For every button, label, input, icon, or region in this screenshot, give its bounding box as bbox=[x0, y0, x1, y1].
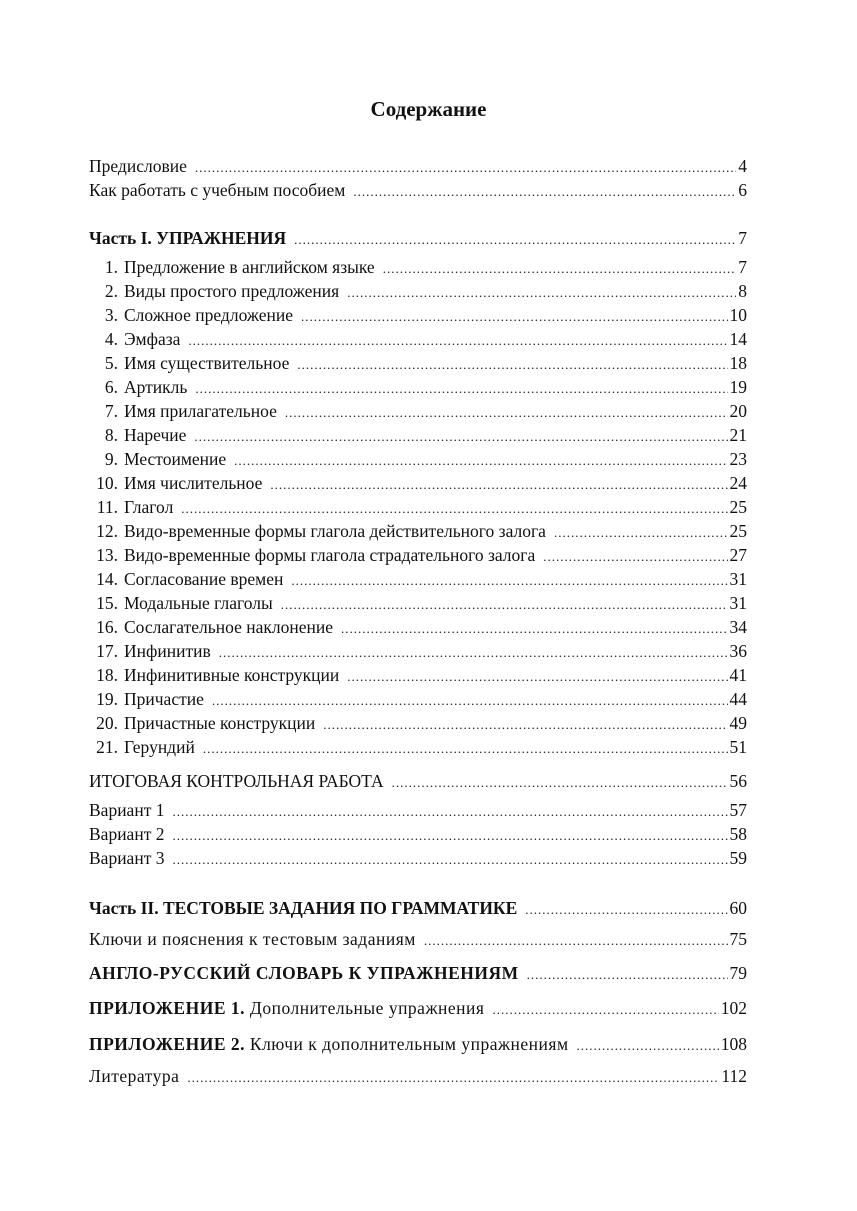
toc-entry[interactable] bbox=[89, 448, 747, 472]
page-number: 79 bbox=[729, 963, 747, 983]
entry-title bbox=[89, 770, 384, 792]
toc-entry[interactable] bbox=[89, 928, 747, 952]
dot-leader bbox=[347, 282, 736, 304]
entry-label: ИТОГОВАЯ КОНТРОЛЬНАЯ РАБОТА bbox=[89, 771, 384, 791]
entry-number: 12. bbox=[96, 521, 118, 541]
entry-title bbox=[124, 352, 289, 374]
page-number: 4 bbox=[738, 156, 747, 176]
dot-leader bbox=[383, 258, 737, 280]
entry-label: Виды простого предложения bbox=[124, 281, 340, 301]
entry-number: 13. bbox=[96, 545, 118, 565]
entry-title bbox=[124, 448, 226, 470]
entry-label: Как работать с учебным пособием bbox=[89, 180, 346, 200]
entry-title bbox=[124, 688, 204, 710]
entry-title bbox=[124, 424, 186, 446]
entry-label: Видо-временные формы глагола страдательного залога bbox=[124, 545, 536, 565]
toc-entry[interactable] bbox=[89, 352, 747, 376]
page-number: 24 bbox=[729, 473, 747, 493]
toc-entry[interactable] bbox=[89, 496, 747, 520]
entry-number: 9. bbox=[104, 449, 118, 469]
page-number: 56 bbox=[729, 771, 747, 791]
page-number: 108 bbox=[720, 1034, 747, 1054]
page-number: 57 bbox=[729, 800, 747, 820]
dot-leader bbox=[187, 1067, 719, 1089]
entry-label: Глагол bbox=[124, 497, 174, 517]
dot-leader bbox=[525, 899, 727, 921]
entry-number: 3. bbox=[104, 305, 118, 325]
entry-title bbox=[124, 280, 339, 302]
entry-title bbox=[89, 847, 164, 869]
entry-number: 10. bbox=[96, 473, 118, 493]
toc-entry[interactable] bbox=[89, 823, 747, 847]
dot-leader bbox=[577, 1035, 719, 1057]
toc-entry[interactable] bbox=[89, 770, 747, 794]
page-number: 25 bbox=[729, 521, 747, 541]
page-number: 34 bbox=[729, 617, 747, 637]
dot-leader bbox=[424, 930, 728, 952]
toc-entry[interactable] bbox=[89, 847, 747, 871]
dot-leader bbox=[492, 999, 718, 1021]
entry-number: 7. bbox=[104, 401, 118, 421]
dot-leader bbox=[347, 666, 727, 688]
toc-entry[interactable] bbox=[89, 712, 747, 736]
page-number: 7 bbox=[738, 257, 747, 277]
entry-title bbox=[124, 664, 339, 686]
dot-leader bbox=[285, 402, 728, 424]
entry-label: Имя числительное bbox=[124, 473, 263, 493]
entry-number: 4. bbox=[104, 329, 118, 349]
entry-title bbox=[89, 1065, 179, 1087]
entry-number: 19. bbox=[96, 689, 118, 709]
toc-entry[interactable] bbox=[89, 962, 747, 986]
page-number: 14 bbox=[729, 329, 747, 349]
entry-label: Вариант 2 bbox=[89, 824, 165, 844]
entry-label: Ключи к дополнительным упражнениям bbox=[249, 1034, 569, 1054]
dot-leader bbox=[172, 801, 727, 823]
page-number: 102 bbox=[720, 998, 747, 1018]
toc-entry[interactable] bbox=[89, 280, 747, 304]
entry-title bbox=[89, 823, 164, 845]
toc-entry[interactable] bbox=[89, 736, 747, 760]
entry-number: 2. bbox=[104, 281, 118, 301]
entry-title bbox=[124, 616, 333, 638]
entry-label: Сложное предложение bbox=[124, 305, 294, 325]
dot-leader bbox=[172, 825, 727, 847]
entry-number: 17. bbox=[96, 641, 118, 661]
entry-number: 18. bbox=[96, 665, 118, 685]
page-number: 10 bbox=[729, 305, 747, 325]
toc-entry[interactable] bbox=[89, 376, 747, 400]
page-number: 36 bbox=[729, 641, 747, 661]
toc-entry[interactable] bbox=[89, 616, 747, 640]
toc-entry[interactable] bbox=[89, 897, 747, 921]
entry-title bbox=[124, 592, 273, 614]
toc-entry[interactable] bbox=[89, 799, 747, 823]
page-number: 18 bbox=[729, 353, 747, 373]
entry-label: Сослагательное наклонение bbox=[124, 617, 333, 637]
entry-title bbox=[124, 376, 187, 398]
dot-leader bbox=[323, 714, 727, 736]
entry-title bbox=[124, 472, 262, 494]
entry-title bbox=[89, 897, 517, 919]
entry-title bbox=[89, 799, 164, 821]
entry-title bbox=[124, 736, 195, 758]
entry-title bbox=[89, 962, 519, 984]
entry-title bbox=[89, 227, 286, 249]
entry-bold-title: ПРИЛОЖЕНИЕ 2. bbox=[89, 1034, 246, 1054]
entry-number: 6. bbox=[104, 377, 118, 397]
toc-entry[interactable] bbox=[89, 472, 747, 496]
toc-entry[interactable] bbox=[89, 1033, 747, 1057]
entry-label: Ключи и пояснения к тестовым заданиям bbox=[89, 929, 416, 949]
entry-title bbox=[124, 400, 277, 422]
page-number: 21 bbox=[729, 425, 747, 445]
page-number: 58 bbox=[729, 824, 747, 844]
entry-bold-title: Часть II. ТЕСТОВЫЕ ЗАДАНИЯ ПО ГРАММАТИКЕ bbox=[89, 898, 518, 918]
dot-leader bbox=[181, 498, 727, 520]
entry-title bbox=[124, 640, 211, 662]
entry-label: Видо-временные формы глагола действительного залога bbox=[124, 521, 546, 541]
page-number: 27 bbox=[729, 545, 747, 565]
entry-label: Причастие bbox=[124, 689, 204, 709]
entry-bold-title: АНГЛО-РУССКИЙ СЛОВАРЬ К УПРАЖНЕНИЯМ bbox=[89, 963, 519, 983]
entry-number: 21. bbox=[96, 737, 118, 757]
entry-label: Дополнительные упражнения bbox=[249, 998, 485, 1018]
entry-title bbox=[89, 997, 484, 1019]
entry-label: Эмфаза bbox=[124, 329, 181, 349]
entry-label: Инфинитивные конструкции bbox=[124, 665, 340, 685]
toc-entry[interactable] bbox=[89, 520, 747, 544]
toc-entry[interactable] bbox=[89, 227, 747, 251]
entry-title bbox=[124, 520, 546, 542]
dot-leader bbox=[527, 964, 728, 986]
dot-leader bbox=[194, 426, 727, 448]
entry-bold-title: Часть I. УПРАЖНЕНИЯ bbox=[89, 228, 287, 248]
entry-number: 8. bbox=[104, 425, 118, 445]
toc-entry[interactable] bbox=[89, 328, 747, 352]
page-number: 23 bbox=[729, 449, 747, 469]
toc-entry[interactable] bbox=[89, 179, 747, 203]
page-number: 75 bbox=[729, 929, 747, 949]
entry-title bbox=[124, 544, 535, 566]
page-number: 44 bbox=[729, 689, 747, 709]
dot-leader bbox=[188, 330, 727, 352]
page-number: 6 bbox=[738, 180, 747, 200]
toc-entry[interactable] bbox=[89, 568, 747, 592]
page-number: 31 bbox=[729, 569, 747, 589]
dot-leader bbox=[392, 772, 728, 794]
entry-title bbox=[89, 179, 345, 201]
toc-entry[interactable] bbox=[89, 997, 747, 1021]
entry-label: Вариант 3 bbox=[89, 848, 165, 868]
entry-title bbox=[124, 328, 180, 350]
page-number: 7 bbox=[738, 228, 747, 248]
dot-leader bbox=[234, 450, 727, 472]
toc-entry[interactable] bbox=[89, 155, 747, 179]
page-number: 112 bbox=[721, 1066, 747, 1086]
entry-label: Имя существительное bbox=[124, 353, 290, 373]
entry-label: Наречие bbox=[124, 425, 187, 445]
page-number: 51 bbox=[729, 737, 747, 757]
entry-title bbox=[124, 568, 283, 590]
page-number: 41 bbox=[729, 665, 747, 685]
dot-leader bbox=[341, 618, 728, 640]
dot-leader bbox=[203, 738, 728, 760]
toc-entry[interactable] bbox=[89, 664, 747, 688]
entry-label: Предисловие bbox=[89, 156, 187, 176]
entry-title bbox=[124, 304, 293, 326]
toc-entry[interactable] bbox=[89, 592, 747, 616]
entry-title bbox=[124, 712, 315, 734]
dot-leader bbox=[270, 474, 727, 496]
entry-title bbox=[89, 1033, 569, 1055]
entry-label: Герундий bbox=[124, 737, 195, 757]
entry-title bbox=[124, 496, 173, 518]
entry-label: Причастные конструкции bbox=[124, 713, 316, 733]
dot-leader bbox=[195, 157, 736, 179]
entry-number: 11. bbox=[96, 497, 118, 517]
page-number: 19 bbox=[729, 377, 747, 397]
toc-entry[interactable] bbox=[89, 544, 747, 568]
dot-leader bbox=[212, 690, 728, 712]
dot-leader bbox=[172, 849, 727, 871]
entry-label: Предложение в английском языке bbox=[124, 257, 375, 277]
entry-number: 20. bbox=[96, 713, 118, 733]
page-number: 20 bbox=[729, 401, 747, 421]
entry-label: Модальные глаголы bbox=[124, 593, 273, 613]
dot-leader bbox=[219, 642, 728, 664]
dot-leader bbox=[294, 229, 736, 251]
entry-label: Артикль bbox=[124, 377, 188, 397]
entry-number: 5. bbox=[104, 353, 118, 373]
toc-entry[interactable] bbox=[89, 400, 747, 424]
toc-entry[interactable] bbox=[89, 424, 747, 448]
toc-entry[interactable] bbox=[89, 640, 747, 664]
page-number: 60 bbox=[729, 898, 747, 918]
toc-entry[interactable] bbox=[89, 256, 747, 280]
entry-label: Литература bbox=[89, 1066, 180, 1086]
toc-entry[interactable] bbox=[89, 1065, 747, 1089]
dot-leader bbox=[543, 546, 727, 568]
dot-leader bbox=[281, 594, 728, 616]
page-number: 8 bbox=[738, 281, 747, 301]
page-title: Содержание bbox=[370, 97, 487, 121]
entry-number: 16. bbox=[96, 617, 118, 637]
dot-leader bbox=[353, 181, 736, 203]
dot-leader bbox=[301, 306, 727, 328]
entry-label: Имя прилагательное bbox=[124, 401, 277, 421]
page-number: 49 bbox=[729, 713, 747, 733]
toc-entry[interactable] bbox=[89, 688, 747, 712]
page-number: 59 bbox=[729, 848, 747, 868]
entry-number: 14. bbox=[96, 569, 118, 589]
entry-label: Согласование времен bbox=[124, 569, 284, 589]
entry-label: Инфинитив bbox=[124, 641, 211, 661]
entry-bold-title: ПРИЛОЖЕНИЕ 1. bbox=[89, 998, 246, 1018]
dot-leader bbox=[554, 522, 728, 544]
entry-number: 1. bbox=[104, 257, 118, 277]
toc-entry[interactable] bbox=[89, 304, 747, 328]
page-number: 25 bbox=[729, 497, 747, 517]
entry-title bbox=[89, 155, 187, 177]
entry-label: Вариант 1 bbox=[89, 800, 165, 820]
entry-number: 15. bbox=[96, 593, 118, 613]
dot-leader bbox=[291, 570, 727, 592]
dot-leader bbox=[195, 378, 727, 400]
page-number: 31 bbox=[729, 593, 747, 613]
entry-label: Местоимение bbox=[124, 449, 227, 469]
entry-title bbox=[124, 256, 375, 278]
dot-leader bbox=[297, 354, 727, 376]
entry-title bbox=[89, 928, 416, 950]
